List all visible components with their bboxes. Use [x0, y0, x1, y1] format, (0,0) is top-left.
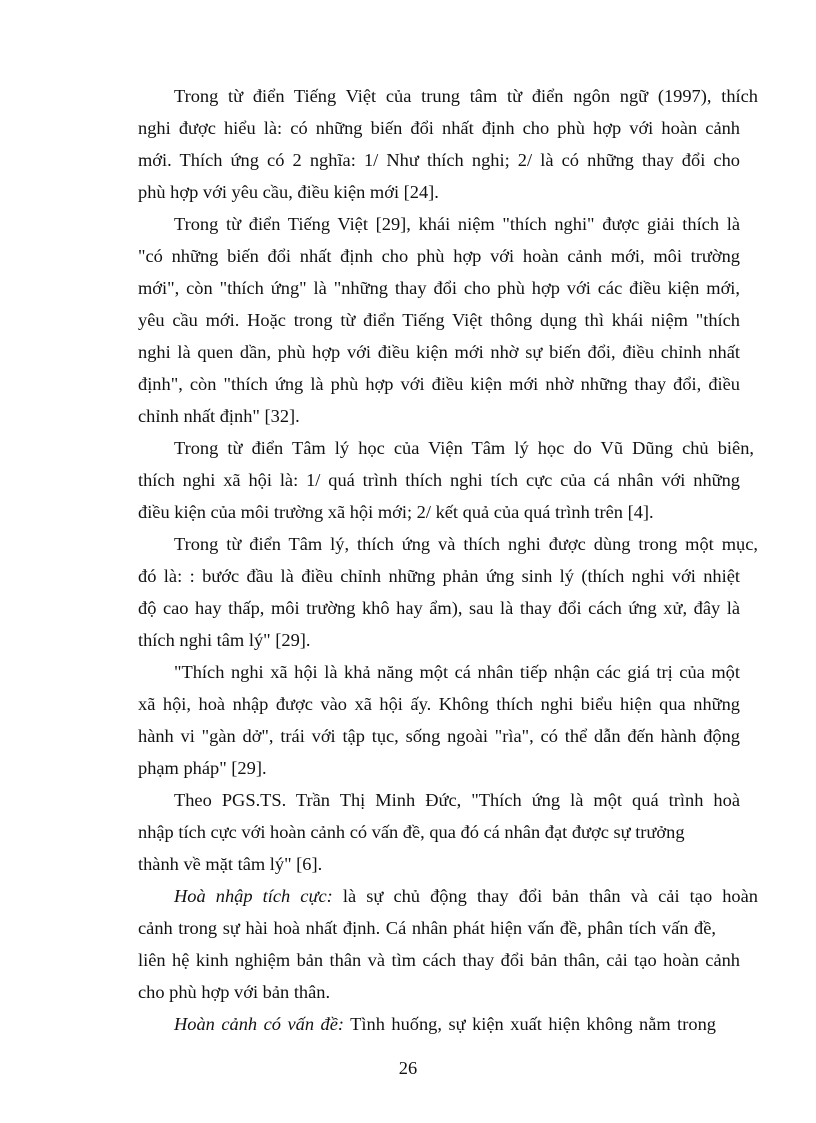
text-line: nhập tích cực với hoàn cảnh có vấn đề, qua đó cá nhân đạt được sự trưởng	[138, 822, 685, 842]
text-line: cho phù hợp với bản thân.	[138, 982, 331, 1002]
text-line: đó là: : bước đầu là điều chỉnh những phản ứng sinh lý (thích nghi với nhiệt	[138, 566, 740, 586]
text-line: thích nghi xã hội là: 1/ quá trình thích nghi tích cực của cá nhân với những	[138, 470, 740, 490]
text-line: Trong từ điển Tiếng Việt [29], khái niệm "thích nghi" được giải thích là	[174, 214, 740, 234]
italic-term: Hoà nhập tích cực:	[174, 886, 333, 906]
text-line: nghi là quen dần, phù hợp với điều kiện mới nhờ sự biến đổi, điều chỉnh nhất	[138, 342, 740, 362]
text-line: thành về mặt tâm lý" [6].	[138, 854, 323, 874]
text-line: mới", còn "thích ứng" là "những thay đổi cho phù hợp với các điều kiện mới,	[138, 278, 740, 298]
text-line: nghi được hiểu là: có những biến đổi nhất định cho phù hợp với hoàn cảnh	[138, 118, 740, 138]
text-line	[174, 1012, 716, 1036]
text-line: xã hội, hoà nhập được vào xã hội ấy. Không thích nghi biểu hiện qua những	[138, 694, 740, 714]
text-line: độ cao hay thấp, môi trường khô hay ẩm), sau là thay đổi cách ứng xử, đây là	[138, 598, 740, 618]
text-line: mới. Thích ứng có 2 nghĩa: 1/ Như thích nghi; 2/ là có những thay đổi cho	[138, 150, 740, 170]
text-line: Trong từ điển Tâm lý học của Viện Tâm lý học do Vũ Dũng chủ biên,	[174, 438, 754, 458]
text-line: chỉnh nhất định" [32].	[138, 406, 300, 426]
text-fragment: Tình huống, sự kiện xuất hiện không nằm trong	[350, 1014, 717, 1034]
page-number: 26	[398, 1058, 418, 1078]
text-line: điều kiện của môi trường xã hội mới; 2/ kết quả của quá trình trên [4].	[138, 502, 654, 522]
text-fragment: là sự chủ động thay đổi bản thân và cải tạo hoàn	[342, 886, 758, 906]
text-line: Theo PGS.TS. Trần Thị Minh Đức, "Thích ứng là một quá trình hoà	[174, 790, 740, 810]
text-line: "Thích nghi xã hội là khả năng một cá nhân tiếp nhận các giá trị của một	[174, 662, 740, 682]
text-line: yêu cầu mới. Hoặc trong từ điển Tiếng Việt thông dụng thì khái niệm "thích	[138, 310, 740, 330]
text-line: thích nghi tâm lý" [29].	[138, 630, 311, 650]
text-line: phù hợp với yêu cầu, điều kiện mới [24].	[138, 182, 439, 202]
text-line: hành vi "gàn dở", trái với tập tục, sống ngoài "rìa", có thể dẫn đến hành động	[138, 726, 740, 746]
text-line: "có những biến đổi nhất định cho phù hợp với hoàn cảnh mới, môi trường	[138, 246, 740, 266]
text-line: cảnh trong sự hài hoà nhất định. Cá nhân phát hiện vấn đề, phân tích vấn đề,	[138, 918, 716, 938]
italic-term: Hoàn cảnh có vấn đề:	[174, 1014, 344, 1034]
text-line: Trong từ điển Tiếng Việt của trung tâm từ điển ngôn ngữ (1997), thích	[174, 86, 758, 106]
text-line: liên hệ kinh nghiệm bản thân và tìm cách thay đổi bản thân, cải tạo hoàn cảnh	[138, 950, 740, 970]
text-line	[174, 884, 758, 908]
text-line: Trong từ điển Tâm lý, thích ứng và thích nghi được dùng trong một mục,	[174, 534, 758, 554]
text-line: phạm pháp" [29].	[138, 758, 267, 778]
text-line: định", còn "thích ứng là phù hợp với điều kiện mới nhờ những thay đổi, điều	[138, 374, 740, 394]
